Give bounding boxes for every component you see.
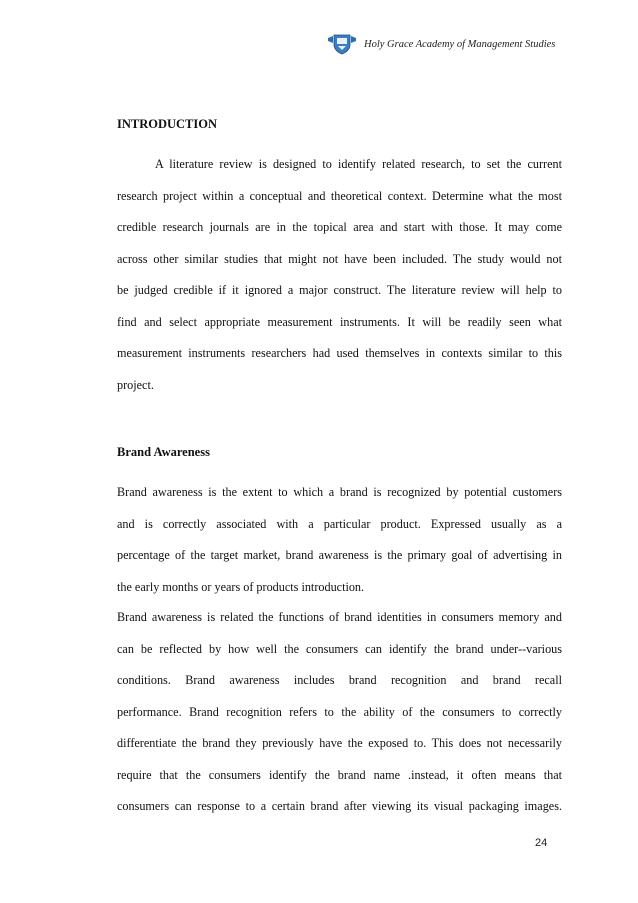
paragraph-line: project.	[117, 377, 154, 392]
paragraph-line: find and select appropriate measurement instruments. It will be readily seen what	[117, 314, 562, 329]
paragraph-line: percentage of the target market, brand awareness is the primary goal of advertising in	[117, 548, 562, 562]
paragraph-line: require that the consumers identify the brand name .instead, it often means that	[117, 767, 562, 782]
paragraph-line: be judged credible if it ignored a major construct. The literature review will help to	[117, 283, 562, 297]
brand-awareness-paragraph-2	[117, 607, 562, 828]
paragraph-line: Brand awareness is related the functions of brand identities in consumers memory and	[117, 610, 562, 624]
page-number: 24	[535, 837, 548, 849]
introduction-paragraph	[117, 154, 562, 406]
paragraph-line: credible research journals are in the topical area and start with those. It may come	[117, 220, 562, 234]
paragraph-line: and is correctly associated with a particular product. Expressed usually as a	[117, 516, 562, 531]
paragraph-line: across other similar studies that might not have been included. The study would not	[117, 251, 562, 266]
institution-name: Holy Grace Academy of Management Studies	[364, 38, 556, 50]
paragraph-line: can be reflected by how well the consumers can identify the brand under--various	[117, 641, 562, 656]
paragraph-line: measurement instruments researchers had used themselves in contexts similar to this	[117, 346, 562, 360]
paragraph-line: Brand awareness is the extent to which a brand is recognized by potential customers	[117, 485, 562, 499]
paragraph-line: performance. Brand recognition refers to the ability of the consumers to correctly	[117, 704, 562, 719]
academy-shield-logo	[326, 33, 358, 55]
paragraph-line: conditions. Brand awareness includes brand recognition and brand recall	[117, 673, 562, 687]
introduction-heading: INTRODUCTION	[117, 117, 218, 131]
paragraph-line: research project within a conceptual and theoretical context. Determine what the most	[117, 188, 562, 203]
paragraph-line: the early months or years of products introduction.	[117, 579, 365, 594]
brand-awareness-paragraph-1	[117, 482, 562, 608]
page-header	[326, 33, 555, 55]
brand-awareness-heading: Brand Awareness	[117, 445, 210, 459]
paragraph-line: A literature review is designed to identify related research, to set the current	[155, 157, 562, 171]
paragraph-line: consumers can response to a certain brand after viewing its visual packaging images.	[117, 799, 562, 813]
paragraph-line: differentiate the brand they previously have the exposed to. This does not necessarily	[117, 736, 562, 750]
